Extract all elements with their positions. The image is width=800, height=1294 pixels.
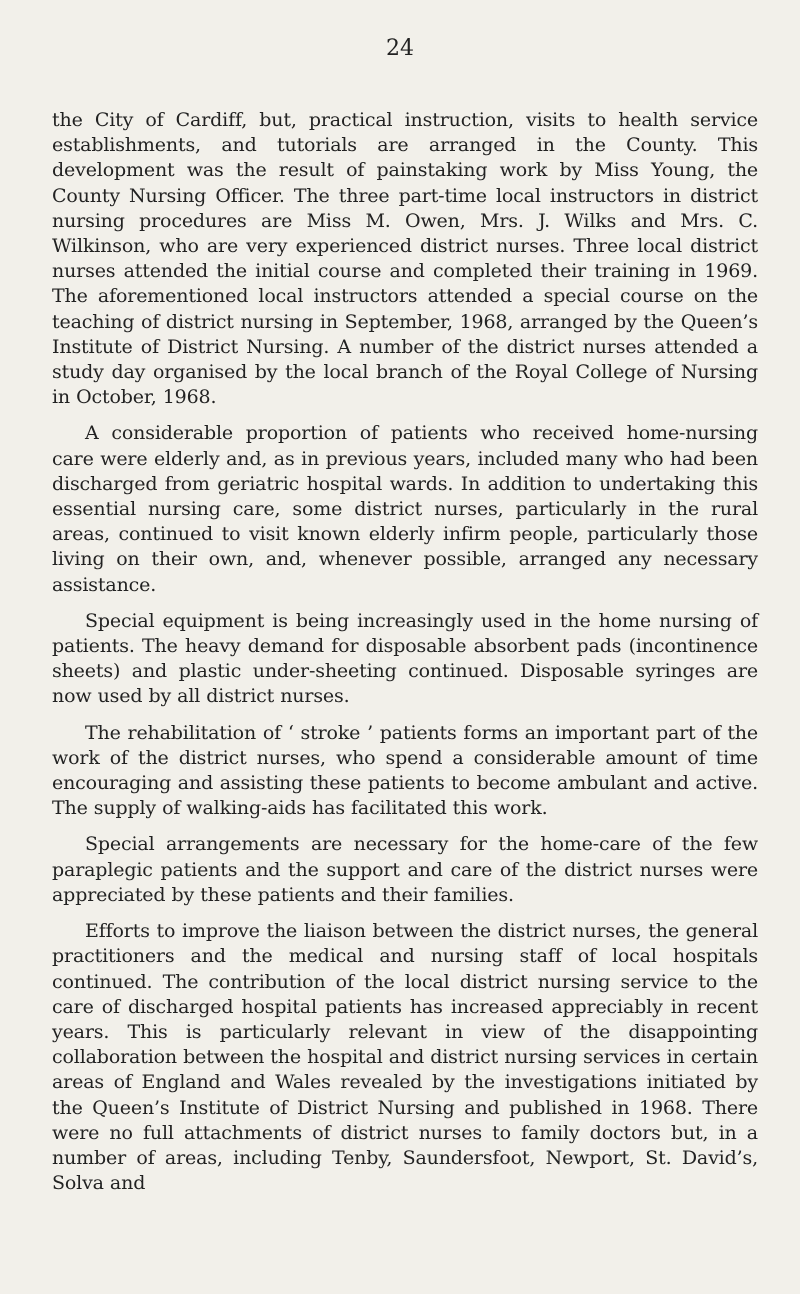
- paragraph-4: The rehabilitation of ‘ stroke ’ patients forms an important part of the work of the district nurses, who spend a considerable amount of time encouraging and assisting these patients to become ambulant and active. The supply of walking-aids has facilitated this work.: [52, 721, 758, 820]
- paragraph-1: the City of Cardiff, but, practical instruction, visits to health service establishments, and tutorials are arranged in the County. This development was the result of painstaking work by Miss Young, the County Nursing Officer. The three part-time local instructors in district nursing procedures are Miss M. Owen, Mrs. J. Wilks and Mrs. C. Wilkinson, who are very experienced district nurses. Three local district nurses attended the initial course and completed their training in 1969. The aforementioned local instructors attended a special course on the teaching of district nursing in September, 1968, arranged by the Queen’s Institute of District Nursing. A number of the district nurses attended a study day organised by the local branch of the Royal College of Nursing in October, 1968.: [52, 109, 758, 409]
- paragraph-2: A considerable proportion of patients who received home-nursing care were elderly and, as in previous years, included many who had been discharged from geriatric hospital wards. In addition to undertaking this essential nursing care, some district nurses, particularly in the rural areas, continued to visit known elderly infirm people, particularly those living on their own, and, whenever possible, arranged any necessary assistance.: [52, 422, 758, 596]
- paragraph-6: Efforts to improve the liaison between the district nurses, the general practitioners and the medical and nursing staff of local hospitals continued. The contribution of the local district nursing service to the care of discharged hospital patients has increased appreciably in recent years. This is particularly relevant in view of the disappointing collaboration between the hospital and district nursing services in certain areas of England and Wales revealed by the investigations initiated by the Queen’s Institute of District Nursing and published in 1968. There were no full attachments of district nurses to family doctors but, in a number of areas, including Tenby, Saundersfoot, Newport, St. David’s, Solva and: [52, 920, 758, 1195]
- body-text: [52, 108, 758, 1196]
- paragraph-3: Special equipment is being increasingly used in the home nursing of patients. The heavy demand for disposable absorbent pads (incontinence sheets) and plastic under-sheeting continued. Disposable syringes are now used by all district nurses.: [52, 609, 758, 708]
- page-number: 24: [386, 36, 414, 61]
- paragraph-5: Special arrangements are necessary for the home-care of the few paraplegic patients and the support and care of the district nurses were appreciated by these patients and their families.: [52, 833, 758, 906]
